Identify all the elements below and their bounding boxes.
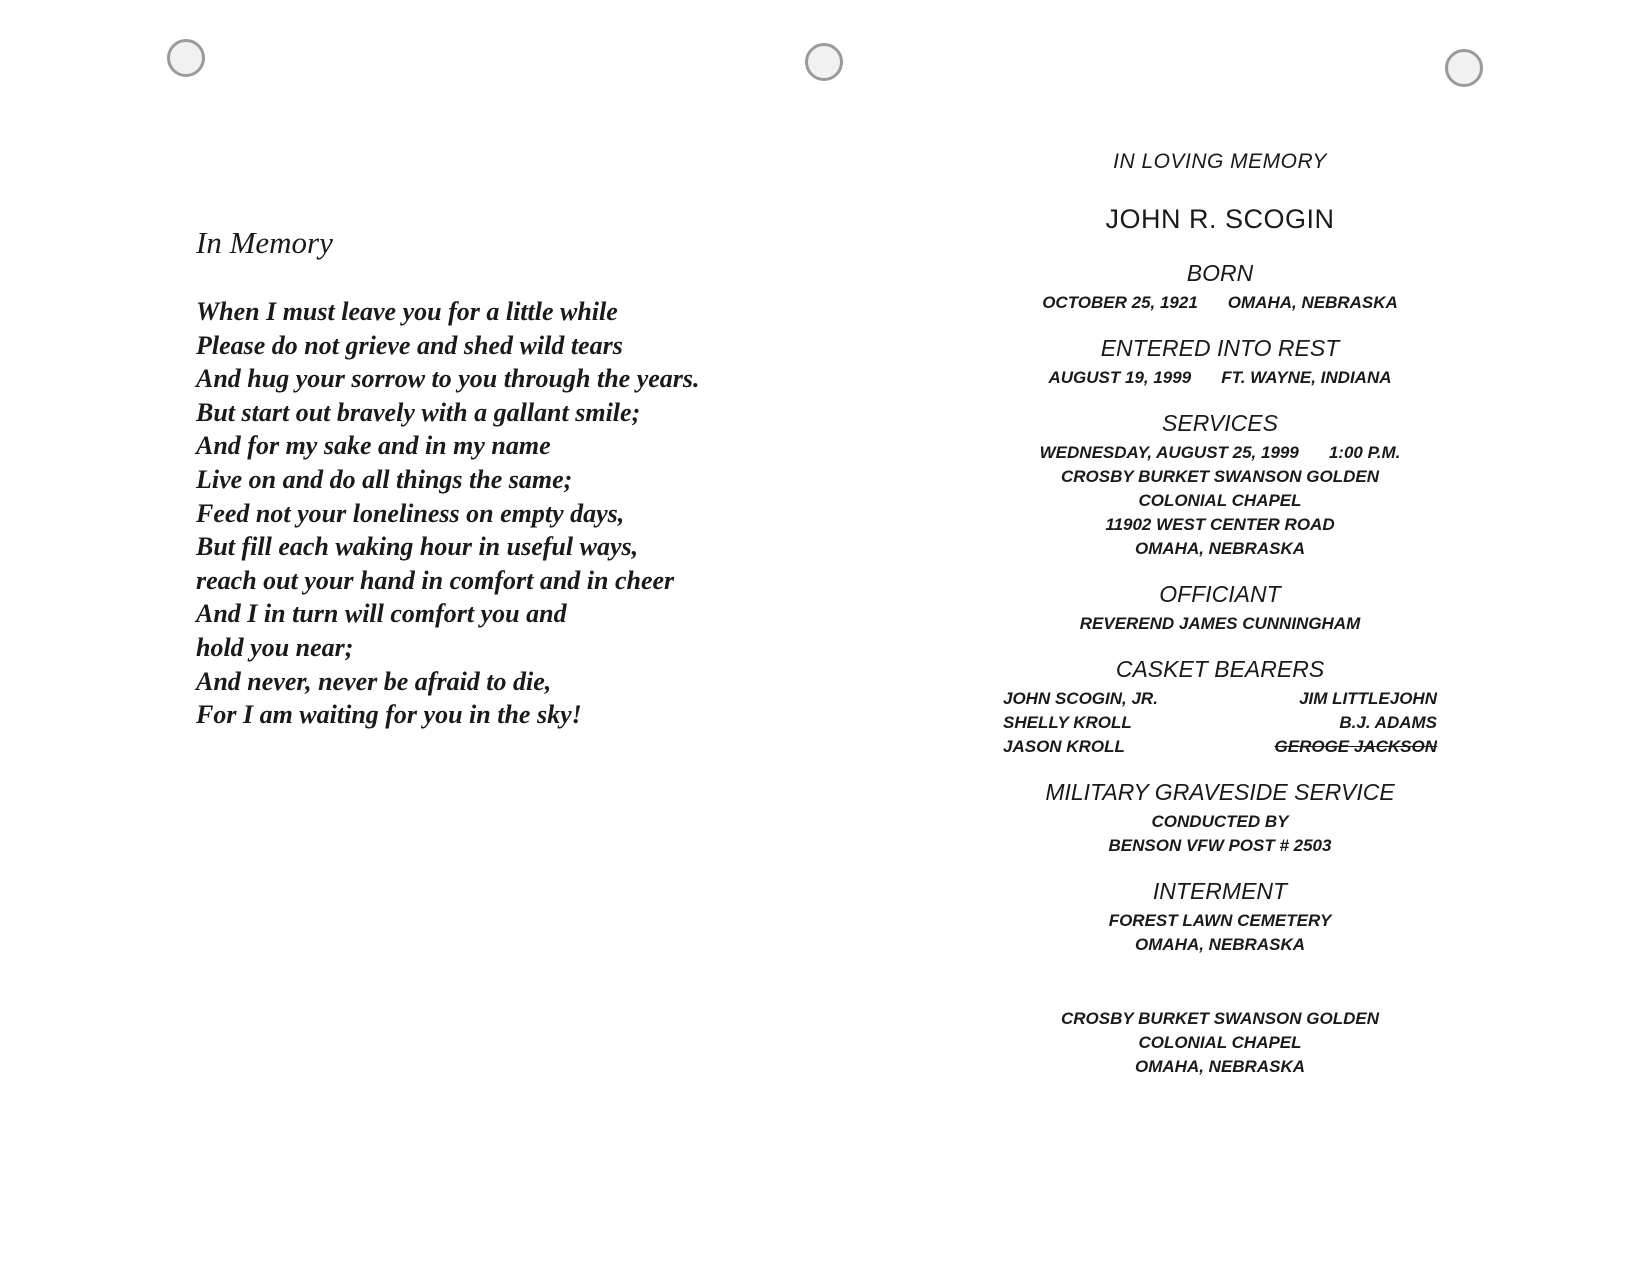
poem-line: And for my sake and in my name xyxy=(196,431,551,461)
born-place: OMAHA, NEBRASKA xyxy=(1227,293,1398,312)
bearers-column-left xyxy=(1003,687,1158,759)
poem-line: And hug your sorrow to you through the years. xyxy=(196,364,700,394)
services-time: 1:00 P.M. xyxy=(1328,443,1401,462)
military-line: BENSON VFW POST # 2503 xyxy=(1108,836,1332,855)
officiant-section xyxy=(990,581,1450,636)
interment-label: INTERMENT xyxy=(1152,878,1288,904)
officiant-label: OFFICIANT xyxy=(1159,581,1281,607)
services-label: SERVICES xyxy=(1162,410,1278,436)
bearer-name: B.J. ADAMS xyxy=(1339,713,1437,732)
bearers-label: CASKET BEARERS xyxy=(1115,656,1325,682)
rest-date: AUGUST 19, 1999 xyxy=(1048,368,1192,387)
born-details xyxy=(990,291,1450,315)
funeral-home-footer xyxy=(990,1007,1450,1079)
poem-body xyxy=(196,295,896,732)
deceased-name: JOHN R. SCOGIN xyxy=(1105,204,1335,234)
binder-hole-icon xyxy=(167,39,205,77)
born-date: OCTOBER 25, 1921 xyxy=(1042,293,1198,312)
bearers-list xyxy=(1003,687,1437,759)
footer-line: OMAHA, NEBRASKA xyxy=(1135,1057,1305,1076)
rest-details xyxy=(990,366,1450,390)
service-details-panel xyxy=(990,150,1450,1079)
poem-line: hold you near; xyxy=(196,632,354,662)
footer-line: CROSBY BURKET SWANSON GOLDEN xyxy=(1061,1009,1379,1028)
poem-line: Please do not grieve and shed wild tears xyxy=(196,330,623,360)
services-section xyxy=(990,410,1450,561)
interment-section xyxy=(990,878,1450,957)
poem-line: For I am waiting for you in the sky! xyxy=(196,700,582,730)
bearer-name: JASON KROLL xyxy=(1003,737,1125,756)
poem-line: And I in turn will comfort you and xyxy=(196,599,567,629)
interment-line: OMAHA, NEBRASKA xyxy=(1135,935,1305,954)
poem-line: But start out bravely with a gallant smile; xyxy=(196,397,641,427)
binder-hole-icon xyxy=(1445,49,1483,87)
footer-line: COLONIAL CHAPEL xyxy=(1138,1033,1302,1052)
interment-line: FOREST LAWN CEMETERY xyxy=(1108,911,1332,930)
bearer-name: JOHN SCOGIN, JR. xyxy=(1003,689,1158,708)
military-label: MILITARY GRAVESIDE SERVICE xyxy=(1045,779,1395,805)
poem-line: Feed not your loneliness on empty days, xyxy=(196,498,625,528)
binder-hole-icon xyxy=(805,43,843,81)
poem-line: Live on and do all things the same; xyxy=(196,464,573,494)
bearer-name-struck-through: GEROGE JACKSON xyxy=(1274,737,1437,756)
military-section xyxy=(990,779,1450,858)
bearer-name: JIM LITTLEJOHN xyxy=(1299,689,1437,708)
poem-line: reach out your hand in comfort and in cheer xyxy=(196,565,675,595)
rest-place: FT. WAYNE, INDIANA xyxy=(1221,368,1392,387)
poem-line: When I must leave you for a little while xyxy=(196,297,618,326)
services-line: CROSBY BURKET SWANSON GOLDEN xyxy=(1061,467,1379,486)
services-line: OMAHA, NEBRASKA xyxy=(1135,539,1305,558)
memorial-heading: IN LOVING MEMORY xyxy=(1113,150,1327,173)
services-date: WEDNESDAY, AUGUST 25, 1999 xyxy=(1039,443,1299,462)
services-line: COLONIAL CHAPEL xyxy=(1138,491,1302,510)
rest-label: ENTERED INTO REST xyxy=(1100,335,1340,361)
bearers-column-right xyxy=(1275,687,1437,759)
born-label: BORN xyxy=(1186,260,1254,286)
bearers-section xyxy=(990,656,1450,759)
rest-section xyxy=(990,335,1450,390)
born-section xyxy=(990,260,1450,315)
poem-line: And never, never be afraid to die, xyxy=(196,666,552,696)
services-line: 11902 WEST CENTER ROAD xyxy=(1105,515,1335,534)
bearer-name: SHELLY KROLL xyxy=(1003,713,1132,732)
services-datetime xyxy=(990,441,1450,465)
military-line: CONDUCTED BY xyxy=(1151,812,1289,831)
poem-panel xyxy=(196,225,896,732)
poem-title: In Memory xyxy=(196,225,333,260)
officiant-name: REVEREND JAMES CUNNINGHAM xyxy=(1079,614,1361,633)
poem-line: But fill each waking hour in useful ways, xyxy=(196,532,639,562)
